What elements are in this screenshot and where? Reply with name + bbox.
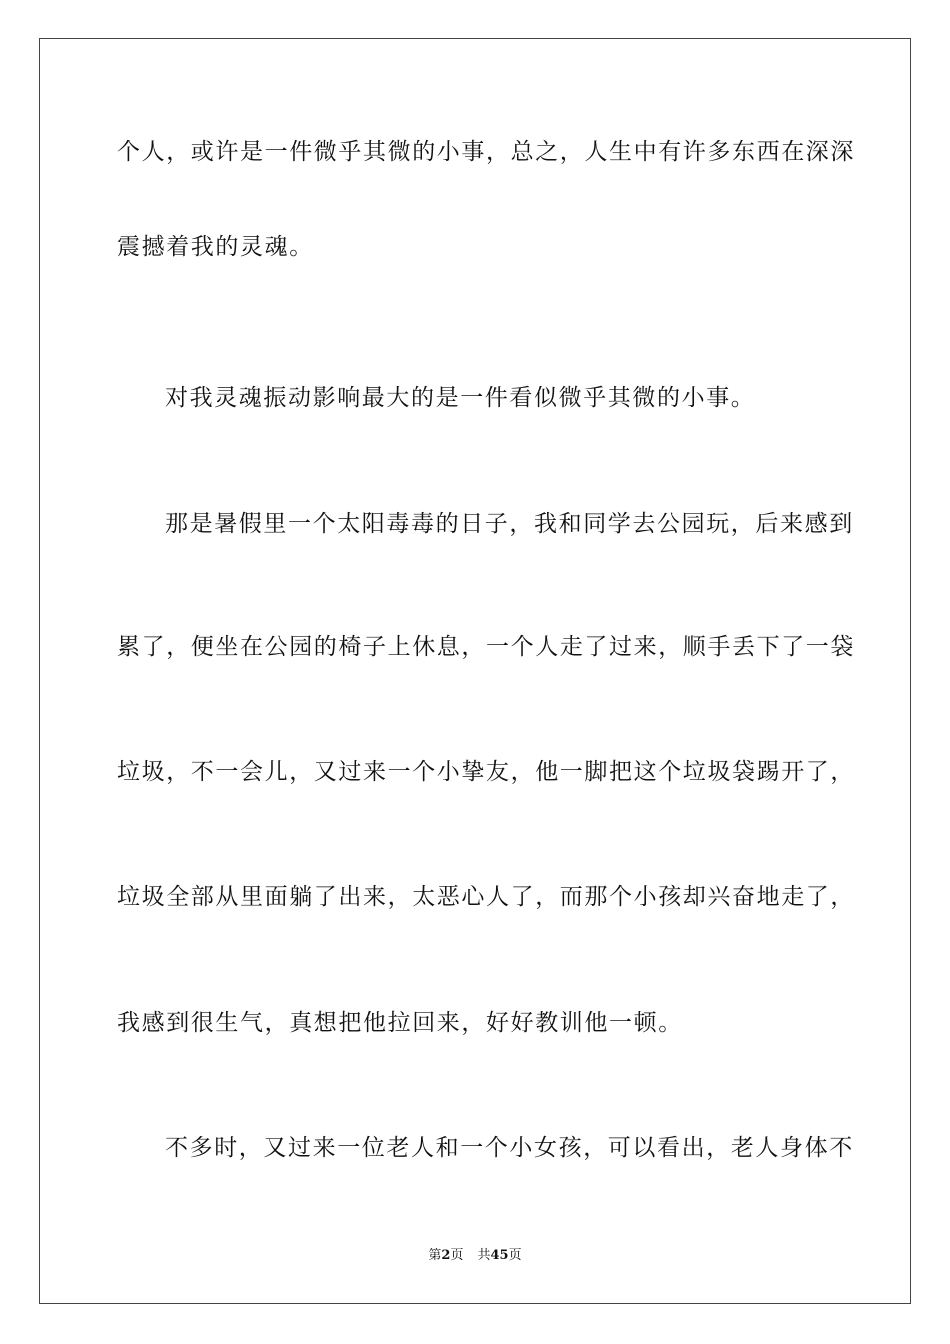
page-suffix: 页 [450,1248,464,1263]
text-line: 不多时，又过来一位老人和一个小女孩，可以看出，老人身体不 [165,1135,854,1161]
total-pages: 45 [490,1248,509,1263]
total-prefix: 共 [477,1248,491,1263]
page-number: 2 [441,1248,451,1263]
text-line: 垃圾，不一会儿，又过来一个小挚友，他一脚把这个垃圾袋踢开了， [117,759,855,785]
page-prefix: 第 [428,1248,442,1263]
total-suffix: 页 [508,1248,522,1263]
text-line: 那是暑假里一个太阳毒毒的日子，我和同学去公园玩，后来感到 [165,511,854,537]
text-line: 垃圾全部从里面躺了出来，太恶心人了，而那个小孩却兴奋地走了， [117,884,855,910]
text-line: 对我灵魂振动影响最大的是一件看似微乎其微的小事。 [165,385,756,411]
page-footer [0,1246,950,1266]
text-line: 个人，或许是一件微乎其微的小事，总之，人生中有许多东西在深深 [117,139,855,165]
text-line: 我感到很生气，真想把他拉回来，好好教训他一顿。 [117,1010,683,1036]
text-line: 累了，便坐在公园的椅子上休息，一个人走了过来，顺手丢下了一袋 [117,634,855,660]
text-line: 震撼着我的灵魂。 [117,234,314,260]
page-border [39,38,911,1304]
